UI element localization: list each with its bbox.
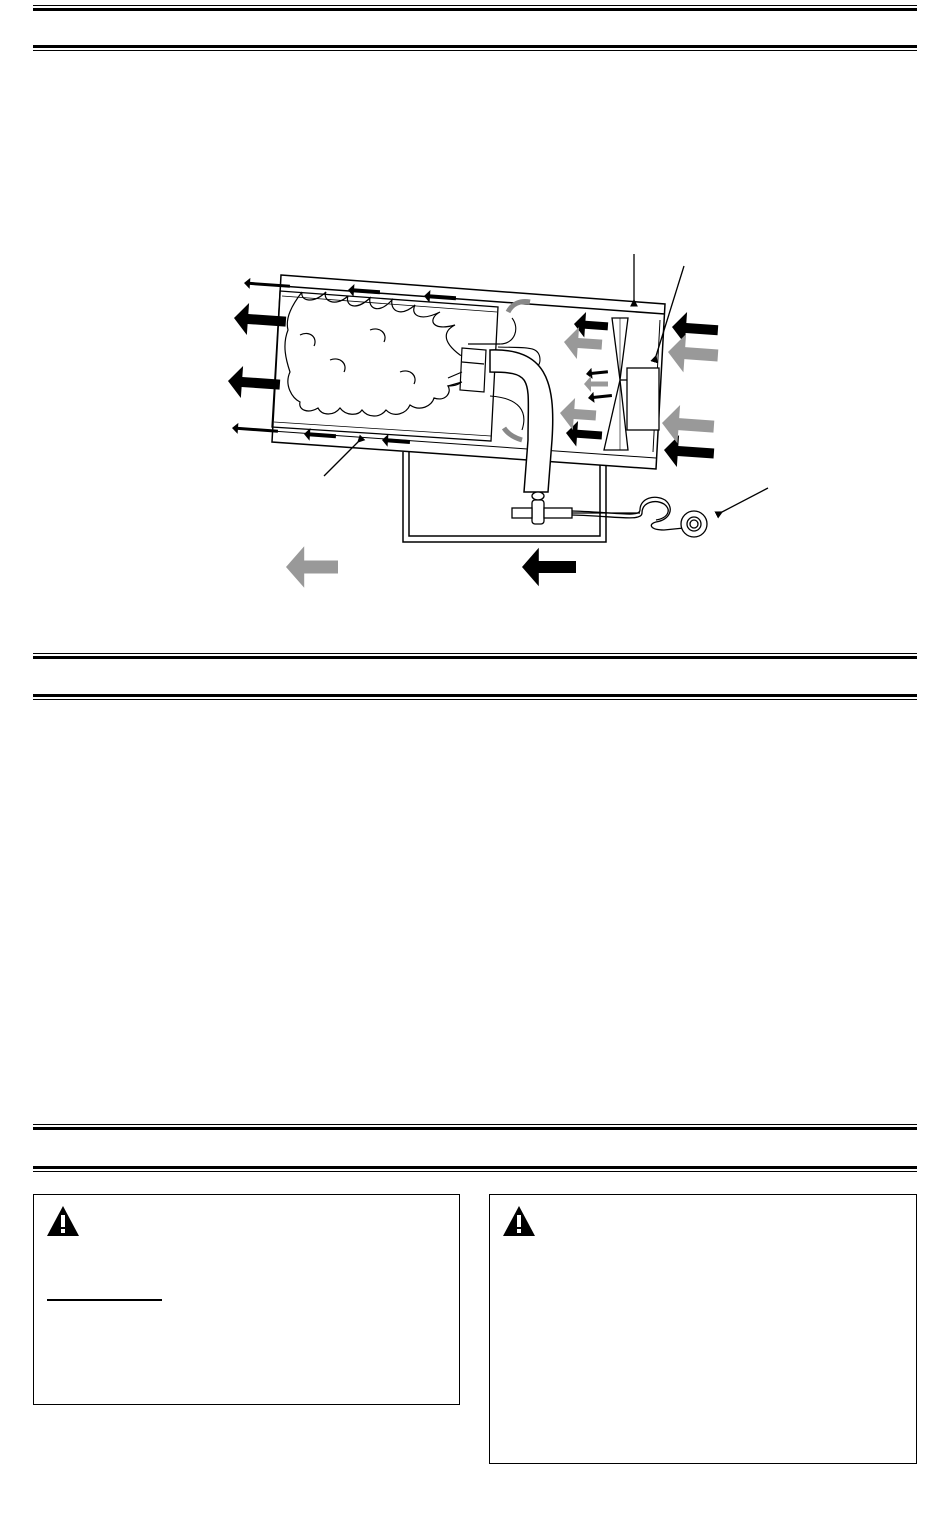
warning-underline: [47, 1299, 162, 1301]
airflow-arrow-icon: [667, 333, 720, 375]
airflow-arrow-icon: [232, 423, 279, 437]
airflow-arrow-icon: [671, 311, 719, 346]
airflow-arrow-icon: [663, 434, 715, 469]
warning-box-right: [489, 1194, 917, 1464]
motor-icon: [627, 368, 659, 430]
middle-rule-upper: [33, 653, 917, 659]
top-rule-lower: [33, 45, 917, 51]
top-rule: [33, 5, 917, 11]
bottom-rule-lower: [33, 1166, 917, 1172]
heater-stand: [403, 452, 606, 542]
airflow-arrow-icon: [286, 546, 338, 588]
thermostat-bulb-icon: [572, 497, 707, 537]
warning-triangle-icon: [502, 1205, 536, 1237]
bottom-rule-upper: [33, 1124, 917, 1130]
airflow-arrow-icon: [522, 548, 576, 586]
middle-rule-lower: [33, 694, 917, 700]
airflow-arrow-icon: [661, 404, 716, 446]
airflow-arrow-icon: [227, 365, 281, 401]
warning-box-left: [33, 1194, 460, 1405]
gas-valve: [512, 492, 640, 524]
warning-triangle-icon: [46, 1205, 80, 1237]
heater-airflow-diagram: [0, 240, 950, 600]
